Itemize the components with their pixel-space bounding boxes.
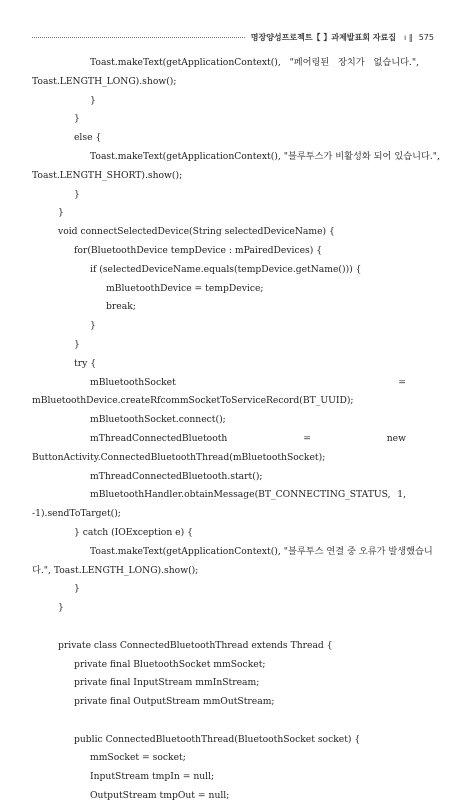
page-header	[32, 30, 434, 44]
code-line-text: mBluetoothDevice.createRfcommSocketToServiceRecord(BT_UUID);	[32, 395, 354, 407]
code-line-text: public ConnectedBluetoothThread(BluetoothSocket socket) {	[74, 733, 361, 745]
code-line	[0, 110, 452, 129]
code-line	[0, 505, 452, 524]
code-line	[0, 543, 452, 562]
code-line-text: void connectSelectedDevice(String selectedDeviceName) {	[58, 226, 335, 238]
code-line	[0, 73, 452, 92]
code-line	[0, 674, 452, 693]
code-line	[0, 468, 452, 487]
code-line	[0, 693, 452, 712]
code-line	[0, 749, 452, 768]
code-line-text: }	[90, 320, 96, 332]
code-line	[0, 524, 452, 543]
code-line-text: private final BluetoothSocket mmSocket;	[74, 658, 266, 670]
code-line-text: }	[74, 188, 80, 200]
code-line	[0, 167, 452, 186]
code-line	[0, 486, 452, 505]
code-line-tail: 1,	[397, 489, 406, 501]
code-line-text: Toast.makeText(getApplicationContext(), "블루투스가 비활성화 되어 있습니다.",	[90, 150, 440, 162]
code-line	[0, 92, 452, 111]
code-line	[0, 656, 452, 675]
code-line	[0, 336, 452, 355]
code-line-segment: =	[303, 432, 311, 444]
code-line-text: mBluetoothDevice = tempDevice;	[106, 282, 264, 294]
code-line	[0, 787, 452, 806]
code-line-text: mBluetoothSocket	[90, 376, 176, 388]
code-line-segment: mThreadConnectedBluetooth	[90, 432, 228, 444]
page-number: 575	[418, 32, 434, 42]
code-line-text: }	[74, 113, 80, 125]
header-dotted-rule	[32, 37, 245, 38]
code-line-text: }	[58, 602, 64, 614]
code-line	[0, 204, 452, 223]
code-line-text: else {	[74, 132, 102, 144]
code-line	[0, 411, 452, 430]
code-line-text: OutputStream tmpOut = null;	[90, 790, 230, 802]
code-line-text: }	[74, 338, 80, 350]
header-title: 명장양성프로젝트【 】과제발표회 자료집	[250, 32, 396, 42]
code-listing	[0, 54, 452, 806]
code-line-text: mBluetoothSocket.connect();	[90, 414, 226, 426]
code-line	[0, 355, 452, 374]
code-line-text: }	[58, 207, 64, 219]
code-line	[0, 768, 452, 787]
code-line	[0, 731, 452, 750]
code-line	[0, 298, 452, 317]
code-line-text: Toast.LENGTH_SHORT).show();	[32, 169, 183, 181]
code-line	[0, 261, 452, 280]
code-line-segment: new	[386, 432, 406, 444]
code-line-text: for(BluetoothDevice tempDevice : mPairedDevices) {	[74, 244, 323, 256]
code-line	[0, 317, 452, 336]
code-line	[0, 599, 452, 618]
code-line-text: private final InputStream mmInStream;	[74, 677, 260, 689]
code-line-text: Toast.LENGTH_LONG).show();	[32, 75, 177, 87]
code-line-text: private class ConnectedBluetoothThread extends Thread {	[58, 639, 333, 651]
code-line-text: mmSocket = socket;	[90, 752, 186, 764]
code-line-text: ButtonActivity.ConnectedBluetoothThread(mBluetoothSocket);	[32, 451, 326, 463]
code-line	[0, 186, 452, 205]
code-line-text: try {	[74, 357, 97, 369]
code-line	[0, 562, 452, 581]
header-separator: ı ‖	[403, 32, 413, 42]
code-line-text: if (selectedDeviceName.equals(tempDevice.getName())) {	[90, 263, 362, 275]
code-line-text: } catch (IOException e) {	[74, 526, 193, 538]
code-line-text: private final OutputStream mmOutStream;	[74, 696, 275, 708]
code-line-text: break;	[106, 301, 136, 313]
code-line	[0, 449, 452, 468]
code-line	[0, 392, 452, 411]
code-line-text: 다.", Toast.LENGTH_LONG).show();	[32, 564, 199, 576]
code-line	[0, 148, 452, 167]
code-line-text: InputStream tmpIn = null;	[90, 771, 215, 783]
code-line	[0, 242, 452, 261]
code-line-text: mBluetoothHandler.obtainMessage(BT_CONNECTING_STATUS,	[90, 489, 391, 501]
code-line	[0, 280, 452, 299]
code-line	[0, 129, 452, 148]
code-line	[0, 430, 452, 449]
code-line	[0, 223, 452, 242]
code-line-text: mThreadConnectedBluetooth.start();	[90, 470, 263, 482]
code-line-text: -1).sendToTarget();	[32, 508, 121, 520]
code-line	[0, 374, 452, 393]
code-line	[0, 618, 452, 637]
code-line-text: Toast.makeText(getApplicationContext(), "페어링된 장치가 없습니다.",	[90, 57, 420, 68]
code-line	[0, 580, 452, 599]
code-line-tail: =	[398, 376, 406, 388]
code-line	[0, 712, 452, 731]
code-line	[0, 54, 452, 73]
code-line-text: }	[90, 94, 96, 106]
code-line-text: }	[74, 583, 80, 595]
code-line-text: Toast.makeText(getApplicationContext(), "블루투스 연결 중 오류가 발생했습니	[90, 545, 433, 557]
